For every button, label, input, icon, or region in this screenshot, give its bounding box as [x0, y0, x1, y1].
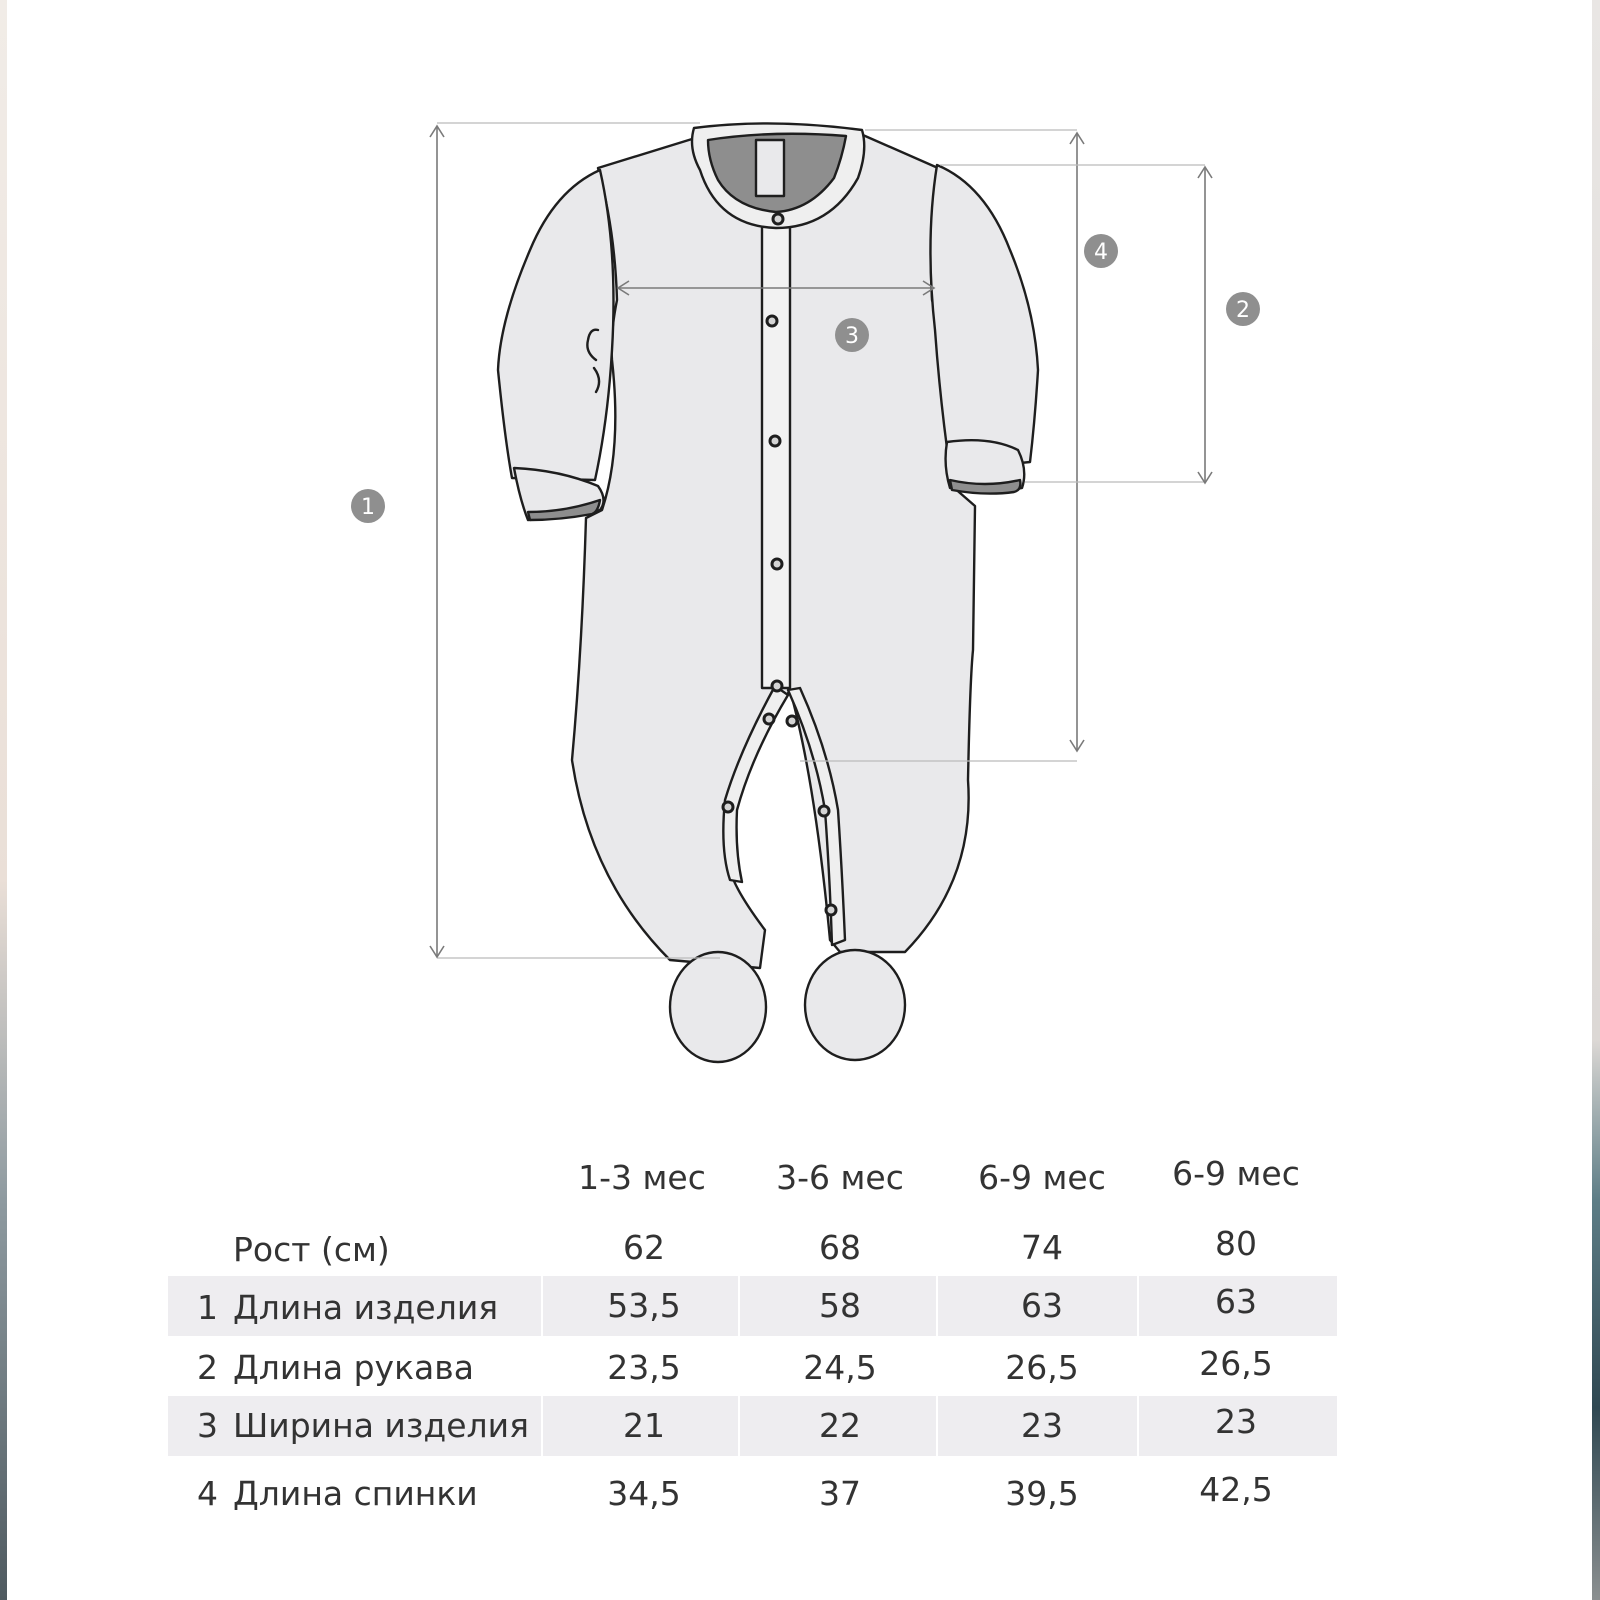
- table-cell: 21: [623, 1406, 665, 1445]
- table-cell: 23,5: [607, 1348, 681, 1387]
- column-header: 6-9 мес: [1172, 1154, 1300, 1193]
- row-index: 4: [197, 1474, 218, 1513]
- snap-button: [764, 714, 774, 724]
- right-foot: [805, 950, 905, 1060]
- callout-1: [351, 489, 385, 523]
- callout-label: 4: [1094, 240, 1108, 265]
- garment-illustration: [498, 123, 1038, 1062]
- size-table: [0, 1120, 1600, 1540]
- callout-3: [835, 318, 869, 352]
- snap-button: [767, 316, 777, 326]
- front-placket: [762, 225, 790, 688]
- row-index: 3: [197, 1406, 218, 1445]
- table-cell: 74: [1021, 1228, 1063, 1267]
- row-label: Рост (см): [233, 1230, 390, 1269]
- snap-button: [826, 905, 836, 915]
- table-cell: 63: [1215, 1282, 1257, 1321]
- callout-label: 1: [361, 495, 375, 520]
- row-label: Длина изделия: [233, 1288, 499, 1327]
- table-cell: 39,5: [1005, 1474, 1079, 1513]
- row-index: 1: [197, 1288, 218, 1327]
- table-cell: 42,5: [1199, 1470, 1273, 1509]
- table-cell: 58: [819, 1286, 861, 1325]
- row-label: Длина рукава: [233, 1348, 474, 1387]
- snap-button: [773, 214, 783, 224]
- table-cell: 24,5: [803, 1348, 877, 1387]
- table-cell: 53,5: [607, 1286, 681, 1325]
- snap-button: [772, 681, 782, 691]
- table-cell: 68: [819, 1228, 861, 1267]
- table-cell: 23: [1021, 1406, 1063, 1445]
- snap-button: [787, 716, 797, 726]
- neck-tag: [756, 140, 784, 196]
- snap-button: [770, 436, 780, 446]
- table-cell: 37: [819, 1474, 861, 1513]
- callout-label: 3: [845, 324, 859, 349]
- table-cell: 62: [623, 1228, 665, 1267]
- column-header: 1-3 мес: [578, 1158, 706, 1197]
- table-cell: 26,5: [1199, 1344, 1273, 1383]
- snap-button: [819, 806, 829, 816]
- row-label: Ширина изделия: [233, 1406, 529, 1445]
- table-cell: 63: [1021, 1286, 1063, 1325]
- table-cell: 23: [1215, 1402, 1257, 1441]
- table-cell: 34,5: [607, 1474, 681, 1513]
- callout-2: [1226, 292, 1260, 326]
- callout-label: 2: [1236, 298, 1250, 323]
- column-header: 6-9 мес: [978, 1158, 1106, 1197]
- column-header: 3-6 мес: [776, 1158, 904, 1197]
- right-sleeve: [930, 165, 1038, 470]
- row-label: Длина спинки: [233, 1474, 478, 1513]
- left-foot: [670, 952, 766, 1062]
- snap-button: [723, 802, 733, 812]
- snap-button: [772, 559, 782, 569]
- left-sleeve: [498, 170, 614, 480]
- row-index: 2: [197, 1348, 218, 1387]
- table-cell: 80: [1215, 1224, 1257, 1263]
- callout-4: [1084, 234, 1118, 268]
- table-cell: 26,5: [1005, 1348, 1079, 1387]
- table-cell: 22: [819, 1406, 861, 1445]
